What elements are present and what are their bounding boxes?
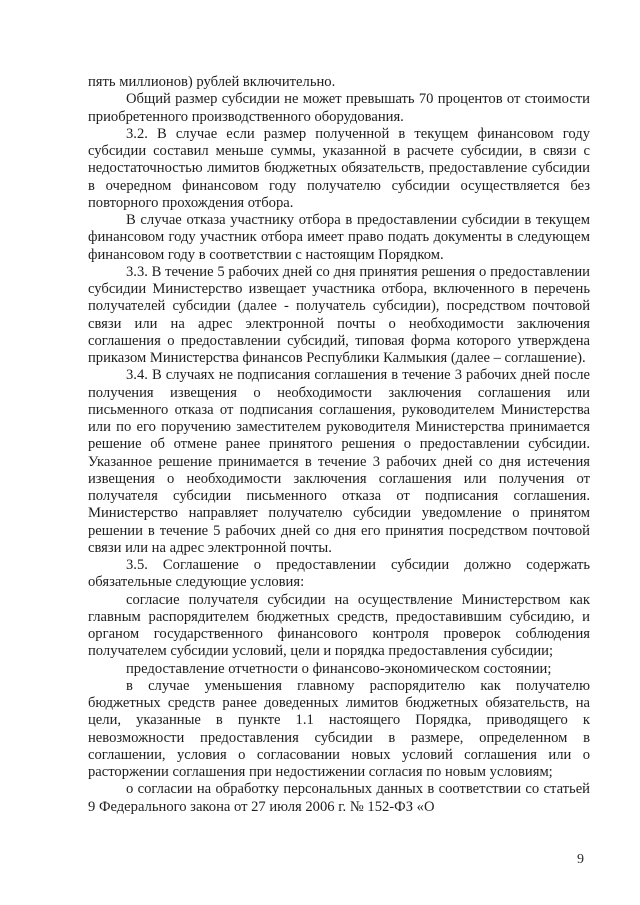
paragraph-limit-reduction: в случае уменьшения главному распорядителю как получателю бюджетных средств ранее доведенных лимитов бюджетных обязательств, на цели, указанные в пункте 1.1 настоящего Порядка, приводящего к невозможности предоставления субсидии в размере, определенном в соглашении, условия о согласовании новых условий соглашения или о расторжении соглашения при недостижении согласия по новым условиям;	[88, 677, 590, 780]
paragraph-personal-data: о согласии на обработку персональных данных в соответствии со статьей 9 Федерального закона от 27 июля 2006 г. № 152-ФЗ «О	[88, 781, 590, 815]
page-number: 9	[577, 852, 584, 867]
paragraph-continuation: пять миллионов) рублей включительно.	[88, 74, 336, 90]
paragraph-3-2: 3.2. В случае если размер полученной в текущем финансовом году субсидии составил меньше суммы, указанной в расчете субсидии, в связи с недостаточностью лимитов бюджетных обязательств, предоставление субсидии в очередном финансовом году получателю субсидии осуществляется без повторного прохождения отбора.	[88, 125, 590, 211]
paragraph-3-5: 3.5. Соглашение о предоставлении субсидии должно содержать обязательные следующие условия:	[88, 557, 590, 591]
paragraph-3-4: 3.4. В случаях не подписания соглашения в течение 3 рабочих дней после получения извещения о необходимости заключения соглашения или письменного отказа от подписания соглашения, руководителем Министерства или по его поручению заместителем руководителя Министерства принимается решение об отмене ранее принятого решения о предоставлении субсидии. Указанное решение принимается в течение 3 рабочих дней со дня истечения извещения о необходимости заключения соглашения или получения от получателя субсидии письменного отказа от подписания соглашения. Министерство направляет получателю субсидии уведомление о принятом решении в течение 5 рабочих дней со дня его принятия посредством почтовой связи или на адрес электронной почты.	[88, 367, 590, 556]
paragraph-refusal: В случае отказа участнику отбора в предоставлении субсидии в текущем финансовом году участник отбора имеет право подать документы в следующем финансовом году в соответствии с настоящим Порядком.	[88, 212, 590, 263]
paragraph-consent-inspection: согласие получателя субсидии на осуществление Министерством как главным распорядителем бюджетных средств, предоставившим субсидию, и органом государственного финансового контроля проверок соблюдения получателем субсидии условий, цели и порядка предоставления субсидии;	[88, 591, 590, 660]
document-body	[88, 74, 590, 816]
paragraph-subsidy-limit: Общий размер субсидии не может превышать 70 процентов от стоимости приобретенного производственного оборудования.	[88, 91, 590, 125]
paragraph-3-3: 3.3. В течение 5 рабочих дней со дня принятия решения о предоставлении субсидии Министерство извещает участника отбора, включенного в перечень получателей субсидии (далее - получатель субсидии), посредством почтовой связи или на адрес электронной почты о необходимости заключения соглашения о предоставлении субсидий, типовая форма которого утверждена приказом Министерства финансов Республики Калмыкия (далее – соглашение).	[88, 263, 590, 366]
paragraph-reporting: предоставление отчетности о финансово-экономическом состоянии;	[126, 660, 552, 677]
